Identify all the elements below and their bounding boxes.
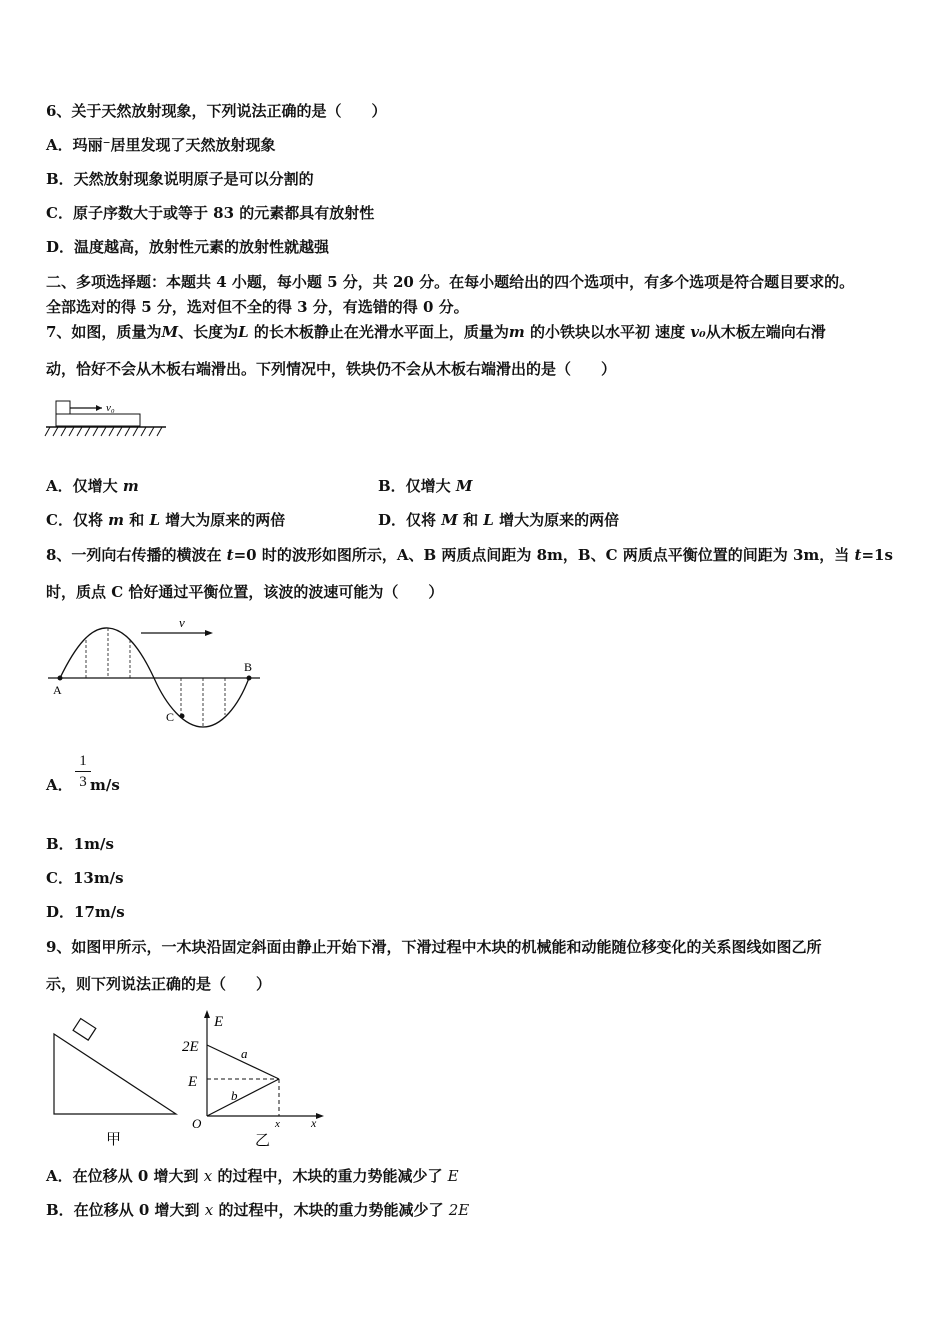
q8-option-d: D．17m/s: [46, 903, 125, 921]
long-plank: [56, 414, 140, 426]
q8-wave-figure: [46, 615, 266, 730]
origin-label: O: [192, 1116, 202, 1131]
label-b: b: [231, 1088, 238, 1103]
x-tick-label: x: [275, 1118, 280, 1130]
q8-stem-line1: 8、一列向右传播的横波在 t=0 时的波形如图所示，A、B 两质点间距为 8m，B、C 两质点平衡位置的间距为 3m，当 t=1s: [46, 546, 893, 564]
iron-block: [56, 401, 70, 414]
point-c: [180, 714, 185, 719]
label-a: a: [241, 1046, 248, 1061]
line-b: [207, 1079, 279, 1116]
q7-option-c: C．仅将 m 和 L 增大为原来的两倍: [46, 511, 286, 529]
v0-label: v₀: [106, 402, 115, 414]
q7-option-d: D．仅将 M 和 L 增大为原来的两倍: [378, 511, 620, 529]
q9-stem-line1: 9、如图甲所示，一木块沿固定斜面由静止开始下滑，下滑过程中木块的机械能和动能随位移变化的关系图线如图乙所: [46, 938, 822, 956]
q7-stem-line2: 动，恰好不会从木板右端滑出。下列情况中，铁块仍不会从木板右端滑出的是（ ）: [46, 360, 617, 378]
q9-energy-graph: [178, 1008, 328, 1148]
point-a: [58, 676, 63, 681]
two-e-label: 2E: [182, 1039, 199, 1055]
jia-label: 甲: [106, 1132, 122, 1148]
e-axis-label: E: [214, 1014, 224, 1030]
point-c-label: C: [166, 710, 175, 724]
q6-option-b: B．天然放射现象说明原子是可以分割的: [46, 170, 314, 188]
q6-option-d: D．温度越高，放射性元素的放射性就越强: [46, 238, 330, 256]
q7-option-a: A．仅增大 m: [46, 477, 139, 495]
yi-label: 乙: [255, 1133, 271, 1149]
q8-option-a-fraction: 1 3: [75, 752, 91, 791]
wooden-block: [73, 1019, 96, 1041]
q6-option-a: A．玛丽⁻居里发现了天然放射现象: [46, 136, 276, 154]
q7-figure: [44, 398, 168, 444]
ground-hatching: [45, 427, 162, 436]
section2-line2: 全部选对的得 5 分，选对但不全的得 3 分，有选错的得 0 分。: [46, 298, 469, 316]
incline-triangle: [54, 1034, 176, 1114]
q7-stem-line1: 7、如图，质量为M、长度为L 的长木板静止在光滑水平面上，质量为m 的小铁块以水平初 速度 v₀从木板左端向右滑: [46, 323, 826, 341]
q7-option-b: B．仅增大 M: [378, 477, 473, 495]
q6-option-c: C．原子序数大于或等于 83 的元素都具有放射性: [46, 204, 375, 222]
point-b-label: B: [244, 660, 253, 674]
section2-line1: 二、多项选择题：本题共 4 小题，每小题 5 分，共 20 分。在每小题给出的四个选项中，有多个选项是符合题目要求的。: [46, 273, 855, 291]
velocity-label: v: [179, 615, 185, 630]
q6-stem: 6、关于天然放射现象，下列说法正确的是（ ）: [46, 102, 387, 120]
q8-stem-line2: 时，质点 C 恰好通过平衡位置，该波的波速可能为（ ）: [46, 583, 444, 601]
x-axis-label: x: [311, 1116, 317, 1130]
q9-incline-figure: [50, 1020, 182, 1148]
q9-option-a: A．在位移从 0 增大到 x 的过程中，木块的重力势能减少了 E: [46, 1167, 459, 1185]
q9-stem-line2: 示，则下列说法正确的是（ ）: [46, 975, 272, 993]
e-mid-label: E: [188, 1074, 198, 1090]
point-a-label: A: [53, 683, 62, 697]
q8-option-c: C．13m/s: [46, 869, 124, 887]
q9-option-b: B．在位移从 0 增大到 x 的过程中，木块的重力势能减少了 2E: [46, 1201, 470, 1219]
point-b: [247, 676, 252, 681]
q8-option-a-prefix: A．: [46, 776, 73, 794]
q8-option-b: B．1m/s: [46, 835, 114, 853]
q8-option-a-unit: m/s: [90, 776, 120, 794]
